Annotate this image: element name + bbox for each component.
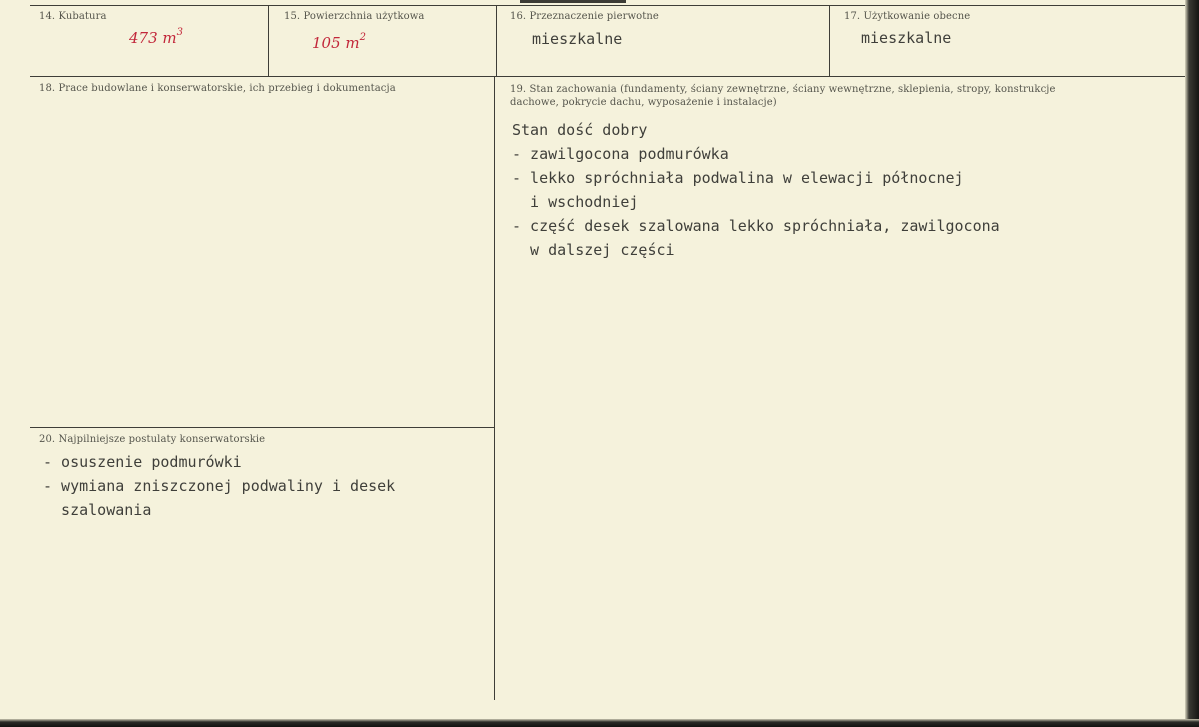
powierzchnia-label: 15. Powierzchnia użytkowa — [284, 11, 425, 22]
stan-zachowania-line: w dalszej części — [512, 241, 675, 259]
stan-zachowania-line: i wschodniej — [512, 193, 639, 211]
stan-zachowania-line: - część desek szalowana lekko spróchniała, zawilgocona — [512, 217, 1000, 235]
row-divider-2 — [30, 427, 494, 428]
col-divider-16-17 — [829, 5, 830, 76]
postulaty-line: - wymiana zniszczonej podwaliny i desek — [43, 477, 396, 495]
col-divider-18-19 — [494, 76, 495, 700]
przeznaczenie-label: 16. Przeznaczenie pierwotne — [510, 11, 659, 22]
col-divider-15-16 — [496, 5, 497, 76]
stan-zachowania-line: - zawilgocona podmurówka — [512, 145, 729, 163]
postulaty-line: - osuszenie podmurówki — [43, 453, 242, 471]
postulaty-label: 20. Najpilniejsze postulaty konserwatorskie — [39, 434, 266, 445]
scan-edge-right — [1185, 0, 1199, 727]
stan-zachowania-line: Stan dość dobry — [512, 121, 648, 139]
postulaty-line: szalowania — [43, 501, 152, 519]
stan-zachowania-label: 19. Stan zachowania (fundamenty, ściany zewnętrzne, ściany wewnętrzne, sklepienia, stropy, konstrukcje dachowe, pokrycie dachu, wyposażenie i instalacje) — [510, 84, 1056, 108]
col-divider-14-15 — [268, 5, 269, 76]
prace-budowlane-label: 18. Prace budowlane i konserwatorskie, ich przebieg i dokumentacja — [39, 83, 396, 94]
top-rule — [30, 5, 1186, 6]
uzytkowanie-value: mieszkalne — [861, 29, 952, 47]
uzytkowanie-label: 17. Użytkowanie obecne — [844, 11, 971, 22]
kubatura-label: 14. Kubatura — [39, 11, 107, 22]
top-tab-mark — [520, 0, 626, 3]
przeznaczenie-value: mieszkalne — [532, 30, 623, 48]
stan-zachowania-line: - lekko spróchniała podwalina w elewacji północnej — [512, 169, 964, 187]
scan-edge-bottom — [0, 719, 1199, 727]
powierzchnia-value: 105 $m^2$ — [312, 32, 366, 52]
row-divider-1 — [30, 76, 1186, 77]
kubatura-value: 473 $m^3$ — [129, 27, 183, 47]
